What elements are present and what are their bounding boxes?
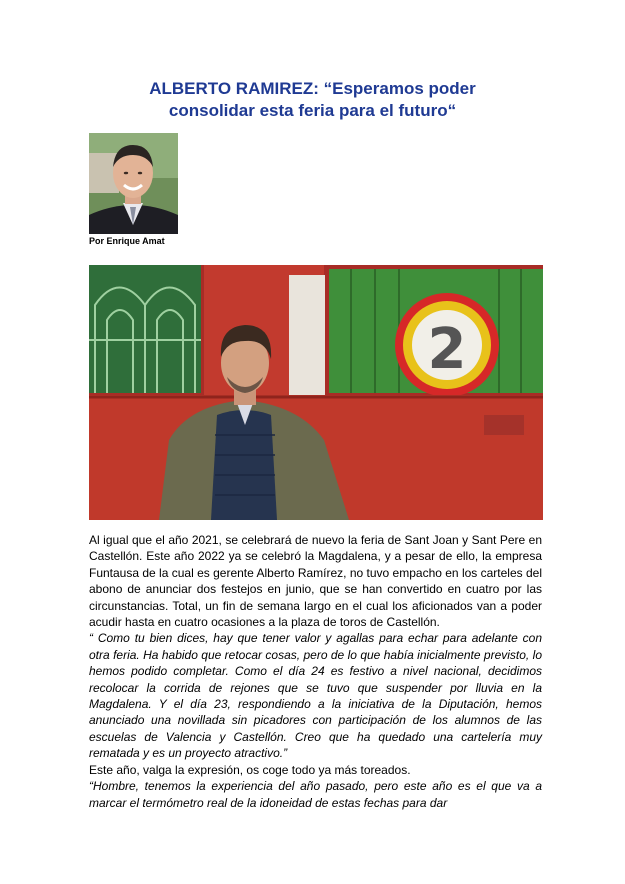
article-quote: “ Como tu bien dices, hay que tener valor y agallas para echar para adelante con otra feria. Ha habido que retocar cosas, pero de lo que había inicialmente previsto, lo hemos podido completar. Como el día 24 es festivo a nivel nacional, decidimos recolocar la corrida de rejones que se tuvo que suspender por lluvia en la Magdalena. Y el día 23, respondiendo a la iniciativa de la Diputación, hemos anunciado una novillada sin picadores con participación de los alumnos de las escuelas de Valencia y Castellón. Creo que ha quedado una cartelería muy rematada y es un proyecto atractivo.” (89, 631, 542, 761)
article-paragraph: Al igual que el año 2021, se celebrará de nuevo la feria de Sant Joan y Sant Pere en Castellón. Este año 2022 ya se celebró la Magdalena, y a pesar de ello, la empresa Funtausa de la cual es gerente Alberto Ramírez, no tuvo empacho en los carteles del abono de anunciar dos festejos en junio, que se han convertido en cuatro por las circunstancias. Total, un fin de semana largo en el cual los aficionados van a poder acudir hasta en cuatro ocasiones a la plaza de toros de Castellón. (89, 533, 542, 630)
article-quote: “Hombre, tenemos la experiencia del año pasado, pero este año es el que va a marcar el termómetro real de la idoneidad de estas fechas para dar (89, 779, 542, 810)
portrait-illustration (89, 133, 178, 234)
author-byline: Por Enrique Amat (89, 236, 165, 246)
sign-number: 2 (427, 317, 467, 382)
title-line-1: ALBERTO RAMIREZ: “Esperamos poder (149, 79, 476, 98)
article-body (89, 532, 542, 811)
bullring-photo-illustration (89, 265, 543, 520)
title-line-2: consolidar esta feria para el futuro“ (168, 101, 457, 120)
author-portrait (89, 133, 178, 234)
article-title (0, 78, 625, 122)
article-photo (89, 265, 543, 520)
article-question: Este año, valga la expresión, os coge todo ya más toreados. (89, 762, 411, 777)
